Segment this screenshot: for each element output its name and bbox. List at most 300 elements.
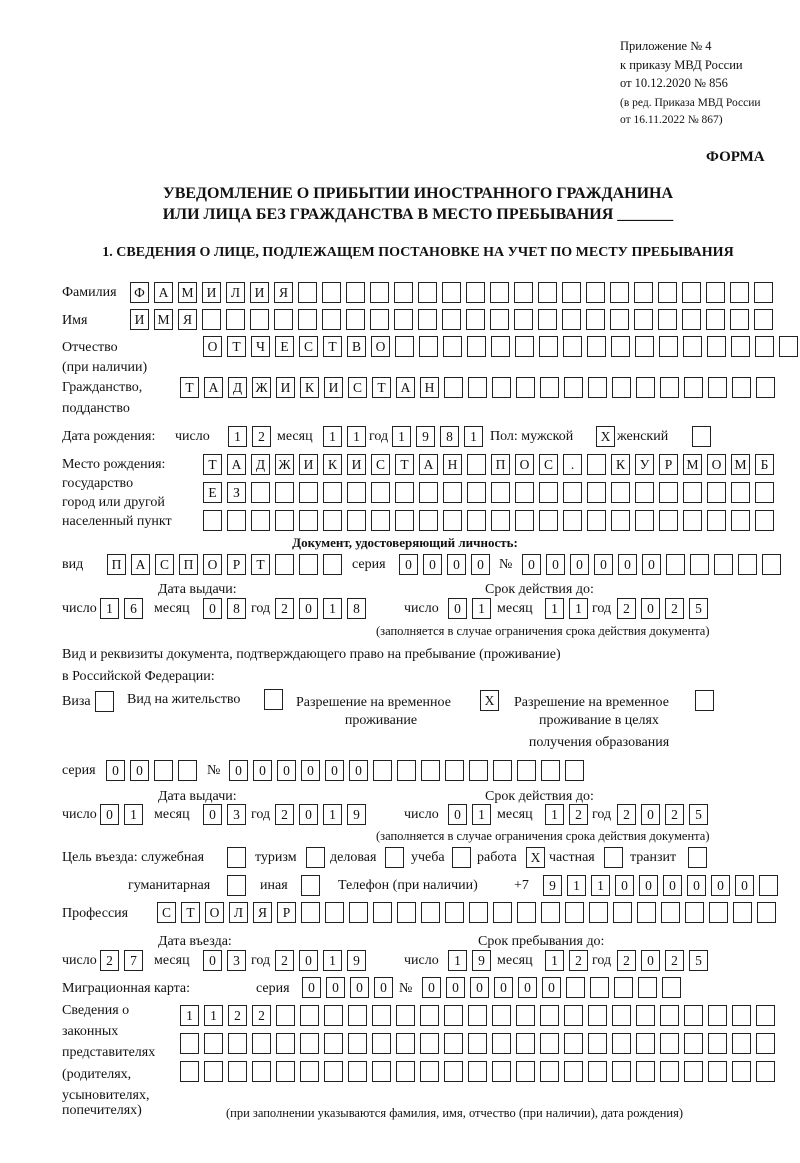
- surname-cell[interactable]: М: [178, 282, 197, 303]
- entry-month-cell[interactable]: 3: [227, 950, 246, 971]
- purpose-business-cell[interactable]: [385, 847, 404, 868]
- valid-month-cell[interactable]: 1: [569, 598, 588, 619]
- issue-day-cell[interactable]: 0: [100, 804, 119, 825]
- representatives-row2-cell[interactable]: [756, 1033, 775, 1054]
- surname-cell[interactable]: [394, 282, 413, 303]
- birthplace-row3-cell[interactable]: [227, 510, 246, 531]
- representatives-row1-cell[interactable]: [708, 1005, 727, 1026]
- birthplace-row3-cell[interactable]: [443, 510, 462, 531]
- surname-cell[interactable]: [538, 282, 557, 303]
- phone-cell[interactable]: 0: [687, 875, 706, 896]
- birthplace-row2-cell[interactable]: Е: [203, 482, 222, 503]
- name-cell[interactable]: [586, 309, 605, 330]
- phone-cell[interactable]: 1: [591, 875, 610, 896]
- representatives-row2-cell[interactable]: [420, 1033, 439, 1054]
- citizenship-cell[interactable]: [684, 377, 703, 398]
- stay-day-cell[interactable]: 1: [448, 950, 467, 971]
- doc-series-cell[interactable]: 0: [471, 554, 490, 575]
- valid-year-cell[interactable]: 0: [641, 804, 660, 825]
- birthplace-row1-cell[interactable]: Д: [251, 454, 270, 475]
- citizenship-cell[interactable]: [564, 377, 583, 398]
- birthplace-row1-cell[interactable]: И: [299, 454, 318, 475]
- profession-cell[interactable]: [565, 902, 584, 923]
- phone-cell[interactable]: 0: [615, 875, 634, 896]
- representatives-row2-cell[interactable]: [228, 1033, 247, 1054]
- surname-cell[interactable]: [418, 282, 437, 303]
- birth-month-cell[interactable]: 1: [347, 426, 366, 447]
- representatives-row1-cell[interactable]: [396, 1005, 415, 1026]
- profession-cell[interactable]: [661, 902, 680, 923]
- visa-checkbox-cell[interactable]: [95, 691, 114, 712]
- citizenship-cell[interactable]: [708, 377, 727, 398]
- doc-number-cell[interactable]: 0: [546, 554, 565, 575]
- birthplace-row3-cell[interactable]: [299, 510, 318, 531]
- surname-cell[interactable]: [658, 282, 677, 303]
- profession-cell[interactable]: [517, 902, 536, 923]
- representatives-row3-cell[interactable]: [708, 1061, 727, 1082]
- representatives-row3-cell[interactable]: [468, 1061, 487, 1082]
- surname-cell[interactable]: [490, 282, 509, 303]
- migration-series-cell[interactable]: 0: [326, 977, 345, 998]
- name-cell[interactable]: [250, 309, 269, 330]
- patronymic-cell[interactable]: [707, 336, 726, 357]
- birthplace-row3-cell[interactable]: [731, 510, 750, 531]
- representatives-row2-cell[interactable]: [660, 1033, 679, 1054]
- surname-cell[interactable]: [466, 282, 485, 303]
- representatives-row3-cell[interactable]: [324, 1061, 343, 1082]
- surname-cell[interactable]: Л: [226, 282, 245, 303]
- representatives-row1-cell[interactable]: [468, 1005, 487, 1026]
- patronymic-cell[interactable]: [419, 336, 438, 357]
- surname-cell[interactable]: [370, 282, 389, 303]
- representatives-row3-cell[interactable]: [684, 1061, 703, 1082]
- representatives-row2-cell[interactable]: [396, 1033, 415, 1054]
- migration-number-cell[interactable]: 0: [422, 977, 441, 998]
- birthplace-row3-cell[interactable]: [371, 510, 390, 531]
- patronymic-cell[interactable]: [755, 336, 774, 357]
- birthplace-row3-cell[interactable]: [275, 510, 294, 531]
- name-cell[interactable]: [370, 309, 389, 330]
- edu-residence-checkbox-cell[interactable]: [695, 690, 714, 711]
- birthplace-row2-cell[interactable]: [539, 482, 558, 503]
- name-cell[interactable]: [658, 309, 677, 330]
- representatives-row3-cell[interactable]: [444, 1061, 463, 1082]
- stay-number-cell[interactable]: 0: [253, 760, 272, 781]
- doc-type-cell[interactable]: [275, 554, 294, 575]
- profession-cell[interactable]: [541, 902, 560, 923]
- name-cell[interactable]: [514, 309, 533, 330]
- stay-series-cell[interactable]: 0: [106, 760, 125, 781]
- surname-cell[interactable]: [634, 282, 653, 303]
- birth-month-cell[interactable]: 1: [323, 426, 342, 447]
- representatives-row2-cell[interactable]: [276, 1033, 295, 1054]
- citizenship-cell[interactable]: [636, 377, 655, 398]
- stay-day-cell[interactable]: 9: [472, 950, 491, 971]
- birthplace-row2-cell[interactable]: [635, 482, 654, 503]
- birthplace-row1-cell[interactable]: А: [227, 454, 246, 475]
- doc-number-cell[interactable]: 0: [594, 554, 613, 575]
- profession-cell[interactable]: Р: [277, 902, 296, 923]
- doc-type-cell[interactable]: Р: [227, 554, 246, 575]
- valid-month-cell[interactable]: 1: [545, 598, 564, 619]
- name-cell[interactable]: М: [154, 309, 173, 330]
- profession-cell[interactable]: [709, 902, 728, 923]
- birthplace-row2-cell[interactable]: [683, 482, 702, 503]
- birthplace-row3-cell[interactable]: [467, 510, 486, 531]
- doc-type-cell[interactable]: П: [107, 554, 126, 575]
- stay-series-cell[interactable]: 0: [130, 760, 149, 781]
- birthplace-row2-cell[interactable]: [707, 482, 726, 503]
- stay-number-cell[interactable]: [421, 760, 440, 781]
- profession-cell[interactable]: С: [157, 902, 176, 923]
- patronymic-cell[interactable]: [779, 336, 798, 357]
- valid-month-cell[interactable]: 1: [545, 804, 564, 825]
- issue-year-cell[interactable]: 2: [275, 598, 294, 619]
- representatives-row2-cell[interactable]: [708, 1033, 727, 1054]
- migration-number-cell[interactable]: 0: [542, 977, 561, 998]
- surname-cell[interactable]: И: [202, 282, 221, 303]
- profession-cell[interactable]: [637, 902, 656, 923]
- representatives-row1-cell[interactable]: [660, 1005, 679, 1026]
- patronymic-cell[interactable]: [635, 336, 654, 357]
- surname-cell[interactable]: [298, 282, 317, 303]
- birth-year-cell[interactable]: 8: [440, 426, 459, 447]
- birthplace-row1-cell[interactable]: Н: [443, 454, 462, 475]
- surname-cell[interactable]: [754, 282, 773, 303]
- birthplace-row2-cell[interactable]: [419, 482, 438, 503]
- representatives-row1-cell[interactable]: [420, 1005, 439, 1026]
- surname-cell[interactable]: [346, 282, 365, 303]
- profession-cell[interactable]: Я: [253, 902, 272, 923]
- birthplace-row2-cell[interactable]: [371, 482, 390, 503]
- issue-year-cell[interactable]: 8: [347, 598, 366, 619]
- valid-year-cell[interactable]: 0: [641, 598, 660, 619]
- valid-day-cell[interactable]: 1: [472, 804, 491, 825]
- stay-number-cell[interactable]: [373, 760, 392, 781]
- representatives-row1-cell[interactable]: [348, 1005, 367, 1026]
- birthplace-row2-cell[interactable]: [659, 482, 678, 503]
- migration-number-cell[interactable]: [614, 977, 633, 998]
- representatives-row2-cell[interactable]: [180, 1033, 199, 1054]
- birthplace-row1-cell[interactable]: Т: [203, 454, 222, 475]
- stay-number-cell[interactable]: [565, 760, 584, 781]
- representatives-row3-cell[interactable]: [492, 1061, 511, 1082]
- representatives-row2-cell[interactable]: [444, 1033, 463, 1054]
- representatives-row1-cell[interactable]: [276, 1005, 295, 1026]
- stay-month-cell[interactable]: 2: [569, 950, 588, 971]
- citizenship-cell[interactable]: [468, 377, 487, 398]
- sex-male-cell[interactable]: X: [596, 426, 615, 447]
- patronymic-cell[interactable]: [491, 336, 510, 357]
- representatives-row1-cell[interactable]: [732, 1005, 751, 1026]
- citizenship-cell[interactable]: Т: [180, 377, 199, 398]
- doc-type-cell[interactable]: Т: [251, 554, 270, 575]
- birthplace-row3-cell[interactable]: [515, 510, 534, 531]
- surname-cell[interactable]: [586, 282, 605, 303]
- birthplace-row1-cell[interactable]: К: [611, 454, 630, 475]
- representatives-row3-cell[interactable]: [588, 1061, 607, 1082]
- purpose-transit-cell[interactable]: [688, 847, 707, 868]
- issue-day-cell[interactable]: 1: [124, 804, 143, 825]
- representatives-row3-cell[interactable]: [300, 1061, 319, 1082]
- representatives-row2-cell[interactable]: [372, 1033, 391, 1054]
- stay-number-cell[interactable]: 0: [277, 760, 296, 781]
- birthplace-row3-cell[interactable]: [419, 510, 438, 531]
- stay-year-cell[interactable]: 0: [641, 950, 660, 971]
- profession-cell[interactable]: [373, 902, 392, 923]
- profession-cell[interactable]: [685, 902, 704, 923]
- doc-type-cell[interactable]: С: [155, 554, 174, 575]
- birthplace-row1-cell[interactable]: Р: [659, 454, 678, 475]
- surname-cell[interactable]: [514, 282, 533, 303]
- surname-cell[interactable]: [682, 282, 701, 303]
- entry-year-cell[interactable]: 9: [347, 950, 366, 971]
- patronymic-cell[interactable]: В: [347, 336, 366, 357]
- phone-cell[interactable]: 0: [735, 875, 754, 896]
- name-cell[interactable]: [346, 309, 365, 330]
- purpose-humanitarian-cell[interactable]: [227, 875, 246, 896]
- purpose-other-cell[interactable]: [301, 875, 320, 896]
- birthplace-row3-cell[interactable]: [395, 510, 414, 531]
- birthplace-row1-cell[interactable]: А: [419, 454, 438, 475]
- patronymic-cell[interactable]: [539, 336, 558, 357]
- representatives-row2-cell[interactable]: [612, 1033, 631, 1054]
- birthplace-row3-cell[interactable]: [755, 510, 774, 531]
- patronymic-cell[interactable]: [467, 336, 486, 357]
- representatives-row2-cell[interactable]: [252, 1033, 271, 1054]
- patronymic-cell[interactable]: [443, 336, 462, 357]
- representatives-row1-cell[interactable]: [684, 1005, 703, 1026]
- patronymic-cell[interactable]: [683, 336, 702, 357]
- name-cell[interactable]: Я: [178, 309, 197, 330]
- name-cell[interactable]: [202, 309, 221, 330]
- representatives-row3-cell[interactable]: [612, 1061, 631, 1082]
- patronymic-cell[interactable]: [659, 336, 678, 357]
- birthplace-row2-cell[interactable]: [611, 482, 630, 503]
- profession-cell[interactable]: [469, 902, 488, 923]
- birthplace-row1-cell[interactable]: М: [731, 454, 750, 475]
- migration-number-cell[interactable]: [662, 977, 681, 998]
- stay-number-cell[interactable]: 0: [349, 760, 368, 781]
- surname-cell[interactable]: И: [250, 282, 269, 303]
- name-cell[interactable]: [562, 309, 581, 330]
- doc-number-cell[interactable]: 0: [642, 554, 661, 575]
- name-cell[interactable]: [490, 309, 509, 330]
- representatives-row1-cell[interactable]: 1: [180, 1005, 199, 1026]
- name-cell[interactable]: [466, 309, 485, 330]
- representatives-row2-cell[interactable]: [468, 1033, 487, 1054]
- valid-year-cell[interactable]: 2: [665, 804, 684, 825]
- doc-type-cell[interactable]: П: [179, 554, 198, 575]
- representatives-row1-cell[interactable]: [516, 1005, 535, 1026]
- citizenship-cell[interactable]: И: [276, 377, 295, 398]
- doc-number-cell[interactable]: [690, 554, 709, 575]
- valid-year-cell[interactable]: 5: [689, 804, 708, 825]
- stay-number-cell[interactable]: 0: [301, 760, 320, 781]
- birthplace-row1-cell[interactable]: О: [707, 454, 726, 475]
- surname-cell[interactable]: [442, 282, 461, 303]
- birthplace-row3-cell[interactable]: [659, 510, 678, 531]
- birthplace-row2-cell[interactable]: [251, 482, 270, 503]
- surname-cell[interactable]: [610, 282, 629, 303]
- profession-cell[interactable]: [445, 902, 464, 923]
- profession-cell[interactable]: Т: [181, 902, 200, 923]
- doc-number-cell[interactable]: [666, 554, 685, 575]
- profession-cell[interactable]: [613, 902, 632, 923]
- name-cell[interactable]: [418, 309, 437, 330]
- profession-cell[interactable]: [589, 902, 608, 923]
- entry-year-cell[interactable]: 1: [323, 950, 342, 971]
- patronymic-cell[interactable]: [515, 336, 534, 357]
- citizenship-cell[interactable]: [492, 377, 511, 398]
- issue-month-cell[interactable]: 8: [227, 598, 246, 619]
- patronymic-cell[interactable]: О: [371, 336, 390, 357]
- doc-series-cell[interactable]: 0: [447, 554, 466, 575]
- phone-cell[interactable]: 9: [543, 875, 562, 896]
- valid-year-cell[interactable]: 2: [617, 598, 636, 619]
- doc-number-cell[interactable]: [762, 554, 781, 575]
- issue-month-cell[interactable]: 0: [203, 804, 222, 825]
- issue-year-cell[interactable]: 1: [323, 598, 342, 619]
- representatives-row1-cell[interactable]: [588, 1005, 607, 1026]
- doc-number-cell[interactable]: 0: [618, 554, 637, 575]
- birth-day-cell[interactable]: 2: [252, 426, 271, 447]
- birthplace-row1-cell[interactable]: Ж: [275, 454, 294, 475]
- stay-series-cell[interactable]: [154, 760, 173, 781]
- name-cell[interactable]: [610, 309, 629, 330]
- doc-number-cell[interactable]: [738, 554, 757, 575]
- migration-series-cell[interactable]: 0: [374, 977, 393, 998]
- birthplace-row2-cell[interactable]: [515, 482, 534, 503]
- representatives-row2-cell[interactable]: [588, 1033, 607, 1054]
- name-cell[interactable]: [634, 309, 653, 330]
- citizenship-cell[interactable]: Т: [372, 377, 391, 398]
- stay-number-cell[interactable]: 0: [325, 760, 344, 781]
- citizenship-cell[interactable]: [588, 377, 607, 398]
- valid-month-cell[interactable]: 2: [569, 804, 588, 825]
- migration-series-cell[interactable]: 0: [302, 977, 321, 998]
- migration-number-cell[interactable]: [566, 977, 585, 998]
- representatives-row1-cell[interactable]: [564, 1005, 583, 1026]
- name-cell[interactable]: [298, 309, 317, 330]
- valid-year-cell[interactable]: 2: [617, 804, 636, 825]
- representatives-row3-cell[interactable]: [228, 1061, 247, 1082]
- representatives-row3-cell[interactable]: [204, 1061, 223, 1082]
- doc-type-cell[interactable]: [323, 554, 342, 575]
- citizenship-cell[interactable]: [756, 377, 775, 398]
- stay-number-cell[interactable]: [397, 760, 416, 781]
- representatives-row1-cell[interactable]: 2: [228, 1005, 247, 1026]
- representatives-row3-cell[interactable]: [516, 1061, 535, 1082]
- birthplace-row2-cell[interactable]: [587, 482, 606, 503]
- representatives-row2-cell[interactable]: [324, 1033, 343, 1054]
- birth-day-cell[interactable]: 1: [228, 426, 247, 447]
- profession-cell[interactable]: [349, 902, 368, 923]
- representatives-row3-cell[interactable]: [564, 1061, 583, 1082]
- birthplace-row1-cell[interactable]: О: [515, 454, 534, 475]
- citizenship-cell[interactable]: И: [324, 377, 343, 398]
- migration-number-cell[interactable]: [590, 977, 609, 998]
- migration-number-cell[interactable]: 0: [470, 977, 489, 998]
- patronymic-cell[interactable]: С: [299, 336, 318, 357]
- phone-cell[interactable]: 1: [567, 875, 586, 896]
- birthplace-row1-cell[interactable]: К: [323, 454, 342, 475]
- sex-female-cell[interactable]: [692, 426, 711, 447]
- profession-cell[interactable]: [757, 902, 776, 923]
- name-cell[interactable]: [730, 309, 749, 330]
- phone-cell[interactable]: 0: [663, 875, 682, 896]
- patronymic-cell[interactable]: Т: [227, 336, 246, 357]
- name-cell[interactable]: [682, 309, 701, 330]
- patronymic-cell[interactable]: Е: [275, 336, 294, 357]
- valid-year-cell[interactable]: 2: [665, 598, 684, 619]
- citizenship-cell[interactable]: А: [396, 377, 415, 398]
- representatives-row3-cell[interactable]: [636, 1061, 655, 1082]
- profession-cell[interactable]: Л: [229, 902, 248, 923]
- stay-number-cell[interactable]: [469, 760, 488, 781]
- patronymic-cell[interactable]: Т: [323, 336, 342, 357]
- representatives-row1-cell[interactable]: [612, 1005, 631, 1026]
- doc-type-cell[interactable]: [299, 554, 318, 575]
- representatives-row1-cell[interactable]: [492, 1005, 511, 1026]
- citizenship-cell[interactable]: [540, 377, 559, 398]
- representatives-row3-cell[interactable]: [420, 1061, 439, 1082]
- entry-year-cell[interactable]: 2: [275, 950, 294, 971]
- doc-number-cell[interactable]: 0: [570, 554, 589, 575]
- surname-cell[interactable]: А: [154, 282, 173, 303]
- phone-cell[interactable]: [759, 875, 778, 896]
- patronymic-cell[interactable]: [563, 336, 582, 357]
- birthplace-row3-cell[interactable]: [323, 510, 342, 531]
- birthplace-row2-cell[interactable]: [491, 482, 510, 503]
- surname-cell[interactable]: Я: [274, 282, 293, 303]
- representatives-row3-cell[interactable]: [540, 1061, 559, 1082]
- surname-cell[interactable]: [706, 282, 725, 303]
- migration-number-cell[interactable]: [638, 977, 657, 998]
- birthplace-row3-cell[interactable]: [491, 510, 510, 531]
- birthplace-row3-cell[interactable]: [251, 510, 270, 531]
- migration-number-cell[interactable]: 0: [494, 977, 513, 998]
- name-cell[interactable]: [394, 309, 413, 330]
- profession-cell[interactable]: О: [205, 902, 224, 923]
- phone-cell[interactable]: 0: [639, 875, 658, 896]
- patronymic-cell[interactable]: [395, 336, 414, 357]
- issue-month-cell[interactable]: 3: [227, 804, 246, 825]
- patronymic-cell[interactable]: [731, 336, 750, 357]
- surname-cell[interactable]: [730, 282, 749, 303]
- birthplace-row1-cell[interactable]: [467, 454, 486, 475]
- birthplace-row1-cell[interactable]: И: [347, 454, 366, 475]
- representatives-row1-cell[interactable]: [444, 1005, 463, 1026]
- representatives-row1-cell[interactable]: [636, 1005, 655, 1026]
- valid-day-cell[interactable]: 1: [472, 598, 491, 619]
- birthplace-row2-cell[interactable]: [731, 482, 750, 503]
- name-cell[interactable]: [442, 309, 461, 330]
- representatives-row2-cell[interactable]: [516, 1033, 535, 1054]
- stay-number-cell[interactable]: [541, 760, 560, 781]
- birthplace-row1-cell[interactable]: С: [371, 454, 390, 475]
- doc-type-cell[interactable]: А: [131, 554, 150, 575]
- issue-month-cell[interactable]: 0: [203, 598, 222, 619]
- issue-year-cell[interactable]: 0: [299, 804, 318, 825]
- birth-year-cell[interactable]: 1: [392, 426, 411, 447]
- issue-year-cell[interactable]: 1: [323, 804, 342, 825]
- purpose-tourism-cell[interactable]: [306, 847, 325, 868]
- phone-cell[interactable]: 0: [711, 875, 730, 896]
- citizenship-cell[interactable]: С: [348, 377, 367, 398]
- issue-year-cell[interactable]: 2: [275, 804, 294, 825]
- birthplace-row2-cell[interactable]: [347, 482, 366, 503]
